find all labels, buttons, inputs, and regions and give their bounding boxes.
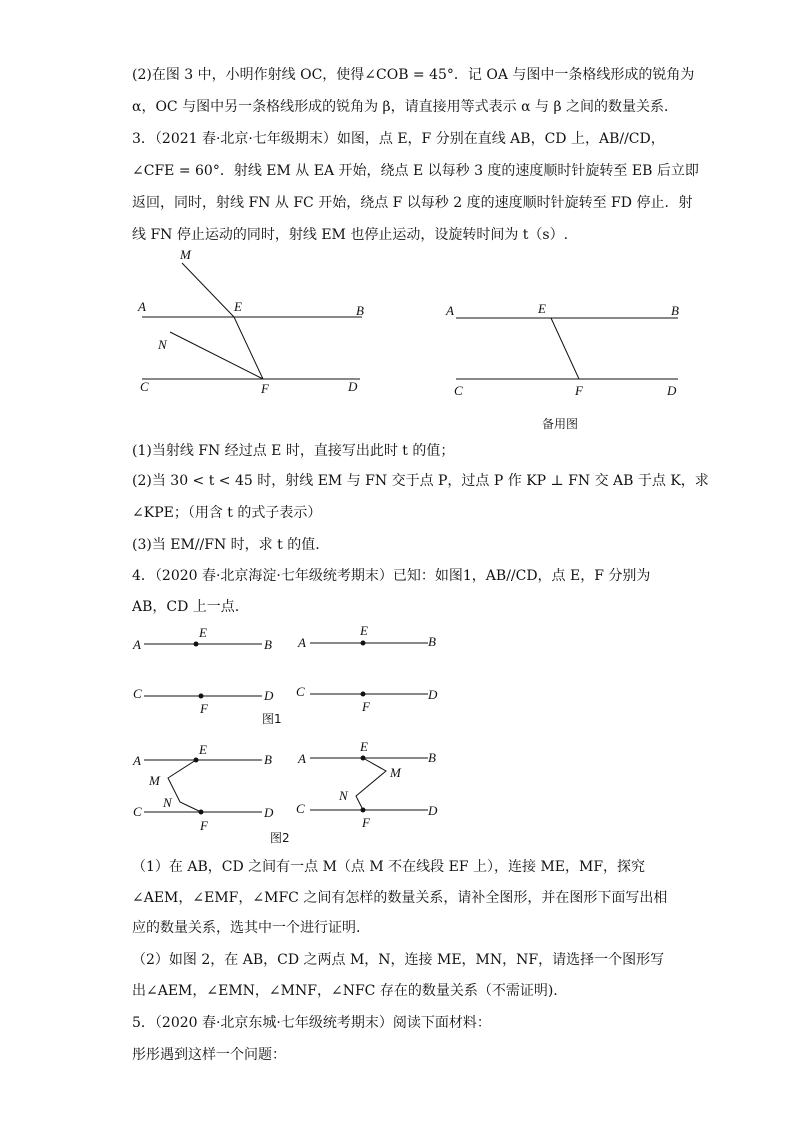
text-line: 返回，同时，射线 FN 从 FC 开始，绕点 F 以每秒 2 度的速度顺时针旋转至 FD 停止．射 <box>132 195 693 211</box>
label-E: E <box>538 301 546 316</box>
label-F: F <box>200 818 208 833</box>
text-line: 线 FN 停止运动的同时，射线 EM 也停止运动，设旋转时间为 t（s）. <box>132 227 569 243</box>
label-C: C <box>140 379 149 394</box>
label-A: A <box>133 637 141 652</box>
backup-caption: 备用图 <box>542 417 579 431</box>
label-C: C <box>296 684 305 699</box>
label-E: E <box>234 299 242 314</box>
figure-q4 <box>128 620 448 848</box>
label-M: M <box>390 765 401 780</box>
fig1-caption: 图1 <box>262 712 282 726</box>
ray-EM <box>182 263 234 317</box>
label-C: C <box>296 801 305 816</box>
text-line: (2)在图 3 中，小明作射线 OC，使得∠COB = 45°．记 OA 与图中一条格线形成的锐角为 <box>132 67 695 83</box>
text-line: 应的数量关系，选其中一个进行证明. <box>132 920 361 936</box>
label-C: C <box>454 383 463 398</box>
text-line: （1）在 AB，CD 之间有一点 M（点 M 不在线段 EF 上），连接 ME，MF，探究 <box>132 859 646 875</box>
label-E: E <box>199 625 207 640</box>
label-A: A <box>446 303 454 318</box>
text-line: 出∠AEM，∠EMN，∠MNF，∠NFC 存在的数量关系（不需证明). <box>132 983 558 999</box>
question-5-heading: 5．（2020 春·北京东城·七年级统考期末）阅读下面材料： <box>132 1015 491 1031</box>
text-line: (3)当 EM//FN 时，求 t 的值. <box>132 537 320 553</box>
label-B: B <box>671 303 679 318</box>
label-F: F <box>200 701 208 716</box>
label-B: B <box>356 303 364 318</box>
label-C: C <box>133 686 142 701</box>
label-E: E <box>199 742 207 757</box>
text-line: (1)当射线 FN 经过点 E 时，直接写出此时 t 的值； <box>132 443 455 459</box>
label-N: N <box>163 795 172 810</box>
label-D: D <box>348 379 358 394</box>
text-line: 彤彤遇到这样一个问题： <box>132 1047 286 1063</box>
text-line: (2)当 30 < t < 45 时，射线 EM 与 FN 交于点 P，过点 P 作 KP ⊥ FN 交 AB 于点 K，求 <box>132 473 709 489</box>
label-M: M <box>180 247 191 262</box>
text-line: ∠KPE；（用含 t 的式子表示） <box>132 505 322 521</box>
segment-EF <box>234 317 263 379</box>
fig2-caption: 图2 <box>270 831 290 845</box>
label-B: B <box>428 634 436 649</box>
label-M: M <box>149 773 160 788</box>
label-B: B <box>264 637 272 652</box>
path-EMNF <box>168 760 201 812</box>
label-D: D <box>428 803 438 818</box>
ray-FN <box>170 332 263 379</box>
question-3-heading: 3．（2021 春·北京·七年级期末）如图，点 E，F 分别在直线 AB，CD 上，AB//CD， <box>132 131 665 147</box>
label-B: B <box>428 750 436 765</box>
path-EMNF <box>356 758 386 810</box>
label-D: D <box>264 688 274 703</box>
label-A: A <box>298 635 306 650</box>
backup-segment-EF <box>551 318 579 379</box>
text-line: α，OC 与图中另一条格线形成的锐角为 β，请直接用等式表示 α 与 β 之间的数量关系． <box>132 99 678 115</box>
label-F: F <box>575 383 583 398</box>
text-line: ∠CFE = 60°．射线 EM 从 EA 开始，绕点 E 以每秒 3 度的速度顺时针旋转至 EB 后立即 <box>132 163 699 179</box>
text-line: AB，CD 上一点. <box>132 599 240 615</box>
figure-q3 <box>130 245 700 435</box>
label-A: A <box>298 751 306 766</box>
label-D: D <box>667 383 677 398</box>
label-B: B <box>264 752 272 767</box>
label-F: F <box>362 699 370 714</box>
text-line: ∠AEM，∠EMF，∠MFC 之间有怎样的数量关系，请补全图形，并在图形下面写出相 <box>132 890 668 906</box>
label-D: D <box>428 687 438 702</box>
label-E: E <box>360 739 368 754</box>
text-line: （2）如图 2，在 AB，CD 之两点 M，N，连接 ME，MN，NF，请选择一个图形写 <box>132 952 665 968</box>
label-C: C <box>133 804 142 819</box>
label-D: D <box>264 805 274 820</box>
label-A: A <box>138 299 146 314</box>
label-N: N <box>339 788 348 803</box>
question-4-heading: 4．（2020 春·北京海淀·七年级统考期末）已知：如图1，AB//CD，点 E，F 分别为 <box>132 568 651 584</box>
label-F: F <box>261 381 269 396</box>
label-N: N <box>158 337 167 352</box>
label-F: F <box>362 815 370 830</box>
label-A: A <box>133 753 141 768</box>
label-E: E <box>360 623 368 638</box>
